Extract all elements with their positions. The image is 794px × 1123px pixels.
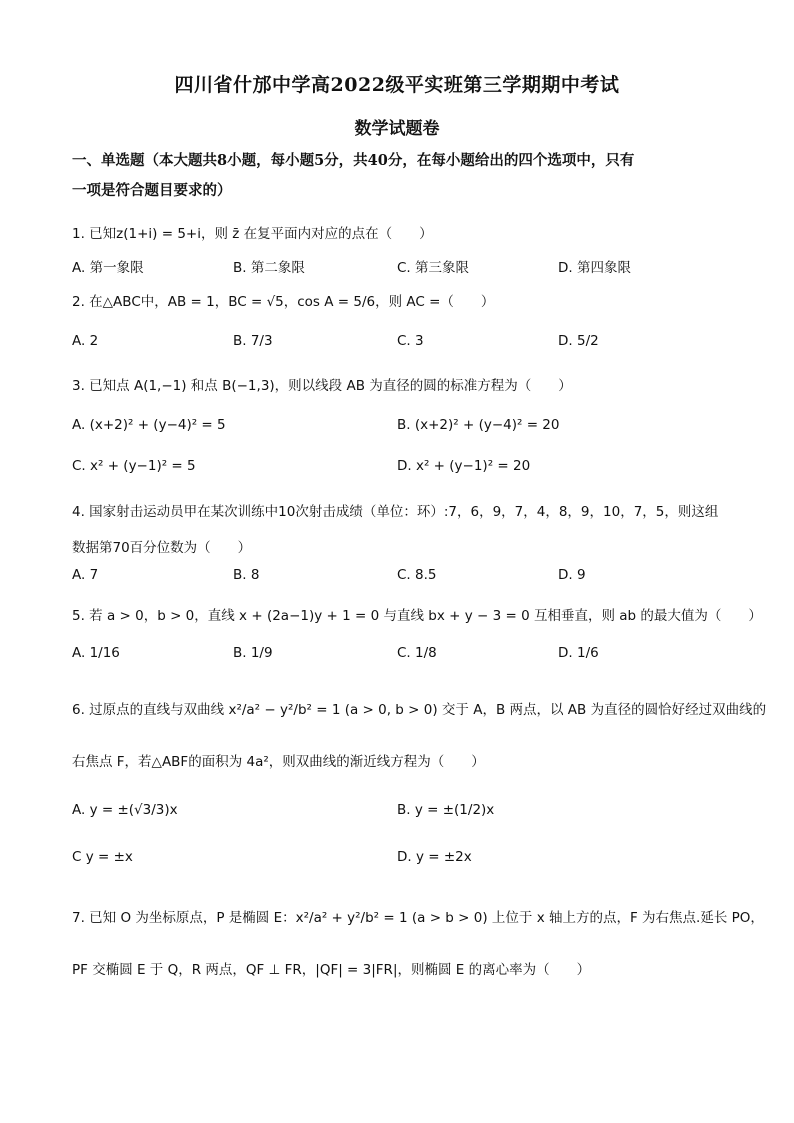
exam-title: 四川省什邡中学高2022级平实班第三学期期中考试 [174, 74, 620, 96]
q1-option-c: C. 第三象限 [397, 260, 470, 276]
q5-option-a: A. 1/16 [72, 645, 120, 661]
question-7-text-line2: PF 交椭圆 E 于 Q，R 两点，QF ⊥ FR，|QF| = 3|FR|，则椭圆 E 的离心率为（ ） [72, 962, 591, 978]
q4-option-c: C. 8.5 [397, 567, 437, 583]
q2-option-b: B. 7/3 [233, 333, 273, 349]
q6-option-a: A. y = ±(√3/3)x [72, 802, 178, 818]
q3-option-c: C. x² + (y−1)² = 5 [72, 458, 196, 474]
q2-option-a: A. 2 [72, 333, 99, 349]
q2-option-c: C. 3 [397, 333, 424, 349]
q3-option-a: A. (x+2)² + (y−4)² = 5 [72, 417, 226, 433]
question-1-text: 1. 已知z(1+i) = 5+i，则 z̄ 在复平面内对应的点在（ ） [72, 226, 433, 242]
q3-option-b: B. (x+2)² + (y−4)² = 20 [397, 417, 560, 433]
q3-option-d: D. x² + (y−1)² = 20 [397, 458, 531, 474]
q4-option-d: D. 9 [558, 567, 586, 583]
question-5-text: 5. 若 a > 0，b > 0，直线 x + (2a−1)y + 1 = 0 与直线 bx + y − 3 = 0 互相垂直，则 ab 的最大值为（ ） [72, 608, 762, 624]
section-heading-line2: 一项是符合题目要求的） [72, 182, 232, 199]
q4-option-a: A. 7 [72, 567, 99, 583]
question-6-text-line1: 6. 过原点的直线与双曲线 x²/a² − y²/b² = 1 (a > 0, b > 0) 交于 A，B 两点，以 AB 为直径的圆恰好经过双曲线的 [72, 702, 767, 718]
q5-option-d: D. 1/6 [558, 645, 599, 661]
q1-option-b: B. 第二象限 [233, 260, 305, 276]
q5-option-b: B. 1/9 [233, 645, 273, 661]
q6-option-d: D. y = ±2x [397, 849, 472, 865]
exam-subtitle: 数学试题卷 [354, 119, 440, 139]
question-4-text-line1: 4. 国家射击运动员甲在某次训练中10次射击成绩（单位：环）:7，6，9，7，4，8，9，10，7，5，则这组 [72, 504, 719, 520]
q5-option-c: C. 1/8 [397, 645, 437, 661]
q6-option-c: C y = ±x [72, 849, 133, 865]
q4-option-b: B. 8 [233, 567, 260, 583]
section-heading [72, 146, 732, 206]
q1-option-a: A. 第一象限 [72, 260, 144, 276]
question-6-text-line2: 右焦点 F，若△ABF的面积为 4a²，则双曲线的渐近线方程为（ ） [72, 754, 485, 770]
q2-option-d: D. 5/2 [558, 333, 599, 349]
q1-option-d: D. 第四象限 [558, 260, 631, 276]
question-4-text-line2: 数据第70百分位数为（ ） [72, 540, 252, 556]
question-2-text: 2. 在△ABC中，AB = 1，BC = √5，cos A = 5/6，则 AC =（ ） [72, 294, 495, 310]
q6-option-b: B. y = ±(1/2)x [397, 802, 495, 818]
question-3-text: 3. 已知点 A(1,−1) 和点 B(−1,3)，则以线段 AB 为直径的圆的标准方程为（ ） [72, 378, 572, 394]
section-heading-line1: 一、单选题（本大题共8小题，每小题5分，共40分，在每小题给出的四个选项中，只有 [72, 152, 635, 169]
question-7-text-line1: 7. 已知 O 为坐标原点，P 是椭圆 E：x²/a² + y²/b² = 1 (a > b > 0) 上位于 x 轴上方的点，F 为右焦点.延长 PO， [72, 910, 764, 926]
